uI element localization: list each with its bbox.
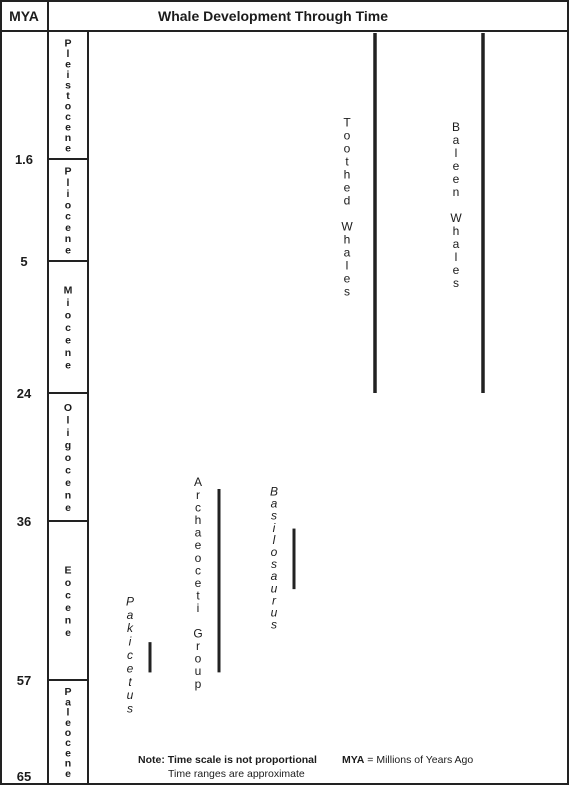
epoch-label-pleistocene: P l e i s t o c e n e [64, 37, 72, 155]
mya-tick-labels [15, 152, 33, 784]
mya-label-1-6: 1.6 [14, 152, 34, 167]
mya-label-57: 57 [16, 673, 32, 688]
mya-label-36: 36 [16, 514, 32, 529]
approx-note: Time ranges are approximate [168, 768, 305, 780]
diagram-title: Whale Development Through Time [158, 8, 388, 24]
label-baleen-whales: B a l e e n W h a l e s [450, 120, 462, 290]
label-archaeoceti-group: A r c h a e o c e t i G r o u p [193, 475, 203, 691]
epoch-label-eocene: E o c e n e [64, 564, 72, 639]
epoch-label-pliocene: P l i o c e n e [64, 165, 72, 257]
mya-label-5: 5 [20, 254, 28, 269]
scale-note: Note: Time scale is not proportional [138, 754, 317, 766]
label-basilosaurus: B a s i l o s a u r u s [269, 484, 279, 632]
mya-label-65: 65 [16, 769, 32, 784]
epoch-label-paleocene: P a l e o c e n e [64, 686, 72, 780]
epoch-label-oligocene: O l i g o c e n e [63, 402, 73, 514]
mya-legend-text: = Millions of Years Ago [364, 754, 474, 766]
label-toothed-whales: T o o t h e d W h a l e s [341, 115, 353, 299]
lineages [126, 33, 483, 716]
epoch-labels [64, 37, 73, 780]
label-pakicetus: P a k i c e t u s [125, 594, 135, 716]
mya-legend [342, 754, 473, 766]
epoch-label-miocene: M i o c e n e [63, 284, 73, 372]
mya-column-header: MYA [9, 8, 39, 24]
mya-legend-key: MYA [342, 754, 365, 766]
mya-label-24: 24 [16, 386, 32, 401]
